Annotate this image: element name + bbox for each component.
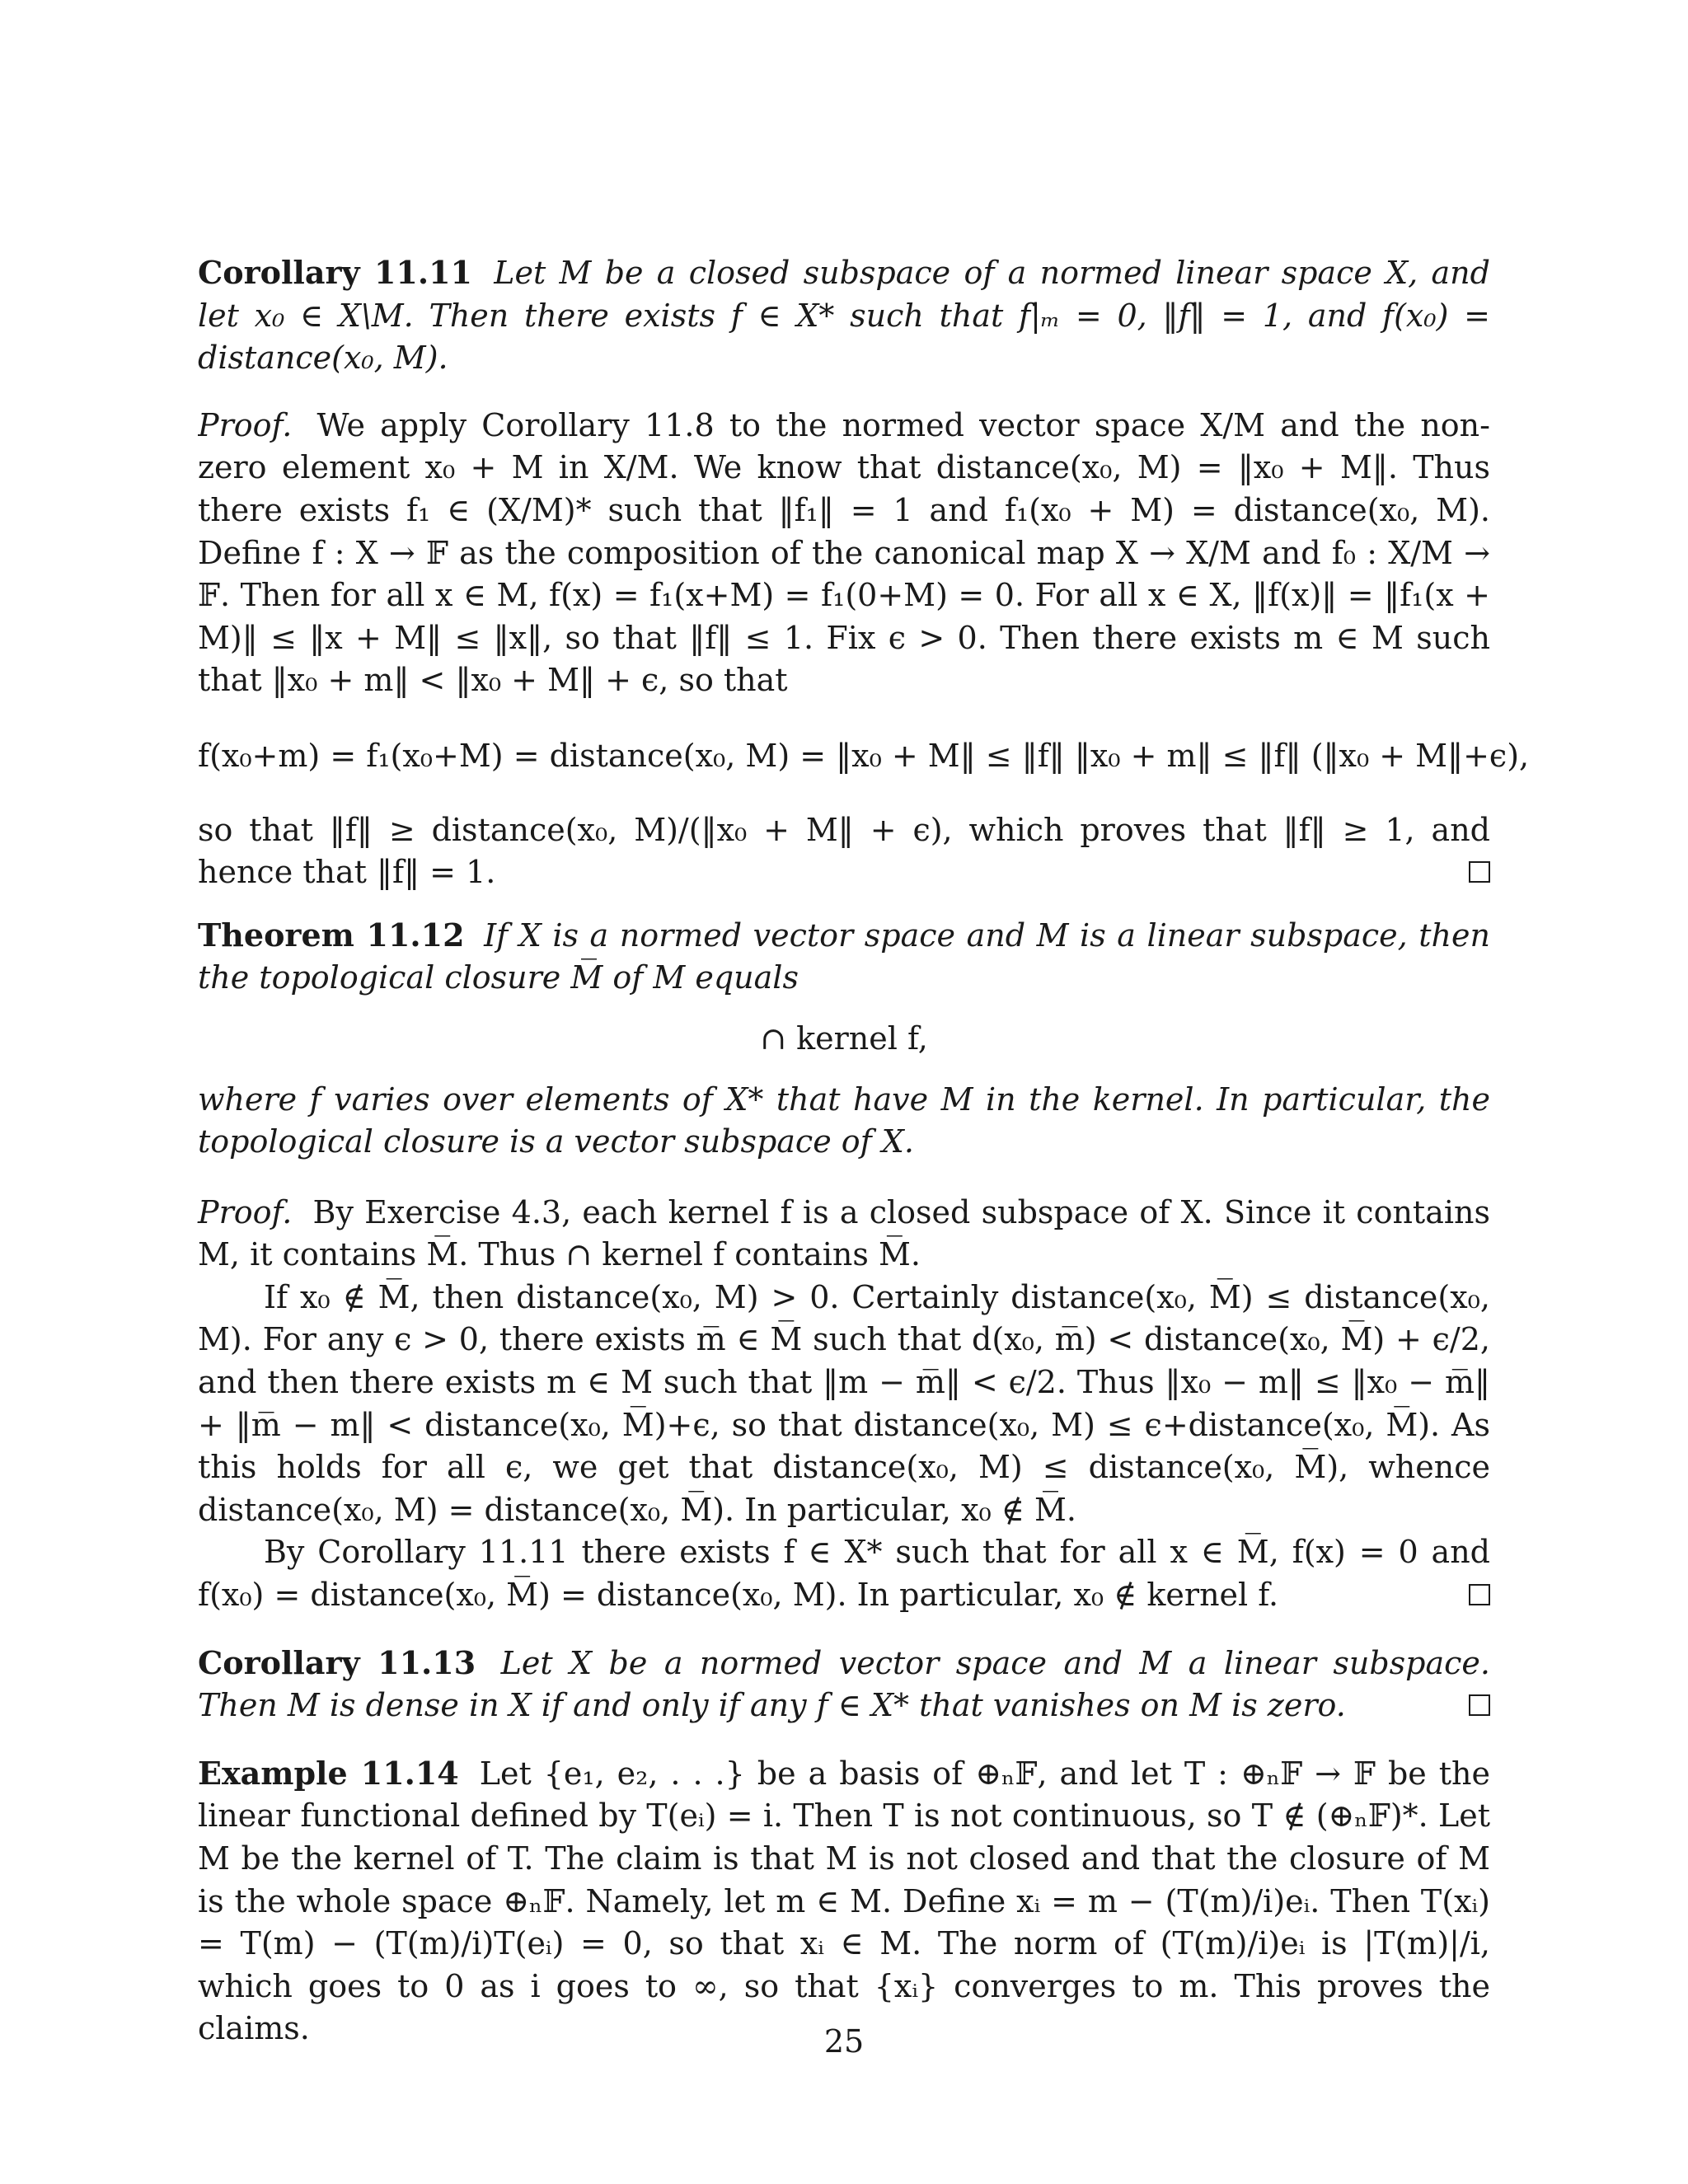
corollary-11-11 xyxy=(198,251,1490,380)
proof-label: Proof. xyxy=(198,1193,293,1230)
qed-square-icon xyxy=(1469,1584,1490,1605)
theorem-11-12-heading: Theorem 11.12 xyxy=(198,916,465,954)
proof-11-12-para3: By Corollary 11.11 there exists f ∈ X* such that for all x ∈ M̅, f(x) = 0 and f(x₀) = distance(x₀, M̅) = distance(x₀, M). In particular, x₀ ∉ kernel f. xyxy=(198,1534,1490,1614)
proof-11-12-para1-text: By Exercise 4.3, each kernel f is a closed subspace of X. Since it contains M, it contains M̅. Thus ∩ kernel f contains M̅. xyxy=(198,1193,1490,1273)
corollary-11-13 xyxy=(198,1642,1490,1727)
corollary-11-11-statement: Let M be a closed subspace of a normed linear space X, and let x₀ ∈ X\M. Then there exists f ∈ X* such that f|ₘ = 0, ‖f‖ = 1, and f(x₀) = distance(x₀, M). xyxy=(198,255,1490,377)
qed-square-icon xyxy=(1469,861,1490,883)
proof-label: Proof. xyxy=(198,406,293,443)
proof-11-12-para2: If x₀ ∉ M̅, then distance(x₀, M) > 0. Certainly distance(x₀, M̅) ≤ distance(x₀, M). For any ϵ > 0, there exists m̅ ∈ M̅ such that d(x₀, m̅) < distance(x₀, M̅) + ϵ/2, and then there exists m ∈ M such that ‖m − m̅‖ < ϵ/2. Thus ‖x₀ − m‖ ≤ ‖x₀ − m̅‖ + ‖m̅ − m‖ < distance(x₀, M̅)+ϵ, so that distance(x₀, M) ≤ ϵ+distance(x₀, M̅). As this holds for all ϵ, we get that distance(x₀, M) ≤ distance(x₀, M̅), whence distance(x₀, M) = distance(x₀, M̅). In particular, x₀ ∉ M̅. xyxy=(198,1278,1490,1528)
theorem-11-12 xyxy=(198,914,1490,1000)
corollary-11-11-heading: Corollary 11.11 xyxy=(198,254,472,291)
proof-11-11-conclusion-block xyxy=(198,809,1490,894)
theorem-11-12-statement: If X is a normed vector space and M is a linear subspace, then the topological closure M̅ of M equals xyxy=(198,916,1490,996)
page-body xyxy=(198,251,1530,2050)
corollary-11-13-heading: Corollary 11.13 xyxy=(198,1643,476,1681)
page-number: 25 xyxy=(823,2023,865,2060)
proof-11-12-para1 xyxy=(198,1192,1490,1277)
proof-11-11 xyxy=(198,405,1490,702)
theorem-11-12-display: ∩ kernel f, xyxy=(760,1019,928,1057)
proof-11-12-para3-block xyxy=(198,1531,1490,1616)
proof-11-11-equation: f(x₀+m) = f₁(x₀+M) = distance(x₀, M) = ‖x₀ + M‖ ≤ ‖f‖ ‖x₀ + m‖ ≤ ‖f‖ (‖x₀ + M‖+ϵ), xyxy=(198,737,1530,774)
theorem-11-12-statement-cont: where f varies over elements of X* that have M in the kernel. In particular, the topological closure is a vector subspace of X. xyxy=(198,1080,1490,1160)
example-11-14 xyxy=(198,1752,1490,2050)
proof-11-11-conclusion: so that ‖f‖ ≥ distance(x₀, M)/(‖x₀ + M‖ + ϵ), which proves that ‖f‖ ≥ 1, and hence that ‖f‖ = 1. xyxy=(198,811,1490,891)
example-11-14-text: Let {e₁, e₂, . . .} be a basis of ⊕ₙ𝔽, and let T : ⊕ₙ𝔽 → 𝔽 be the linear functional defined by T(eᵢ) = i. Then T is not continuous, so T ∉ (⊕ₙ𝔽)*. Let M be the kernel of T. The claim is that M is not closed and that the closure of M is the whole space ⊕ₙ𝔽. Namely, let m ∈ M. Define xᵢ = m − (T(m)/i)eᵢ. Then T(xᵢ) = T(m) − (T(m)/i)T(eᵢ) = 0, so that xᵢ ∈ M. The norm of (T(m)/i)eᵢ is |T(m)|/i, which goes to 0 as i goes to ∞, so that {xᵢ} converges to m. This proves the claims. xyxy=(198,1755,1490,2047)
qed-square-icon xyxy=(1469,1694,1490,1716)
example-11-14-heading: Example 11.14 xyxy=(198,1754,459,1792)
corollary-11-13-statement: Let X be a normed vector space and M a linear subspace. Then M is dense in X if and only if any f ∈ X* that vanishes on M is zero. xyxy=(198,1644,1490,1724)
proof-11-11-text: We apply Corollary 11.8 to the normed vector space X/M and the non-zero element x₀ + M in X/M. We know that distance(x₀, M) = ‖x₀ + M‖. Thus there exists f₁ ∈ (X/M)* such that ‖f₁‖ = 1 and f₁(x₀ + M) = distance(x₀, M). Define f : X → 𝔽 as the composition of the canonical map X → X/M and f₀ : X/M → 𝔽. Then for all x ∈ M, f(x) = f₁(x+M) = f₁(0+M) = 0. For all x ∈ X, ‖f(x)‖ = ‖f₁(x + M)‖ ≤ ‖x + M‖ ≤ ‖x‖, so that ‖f‖ ≤ 1. Fix ϵ > 0. Then there exists m ∈ M such that ‖x₀ + m‖ < ‖x₀ + M‖ + ϵ, so that xyxy=(198,406,1490,699)
